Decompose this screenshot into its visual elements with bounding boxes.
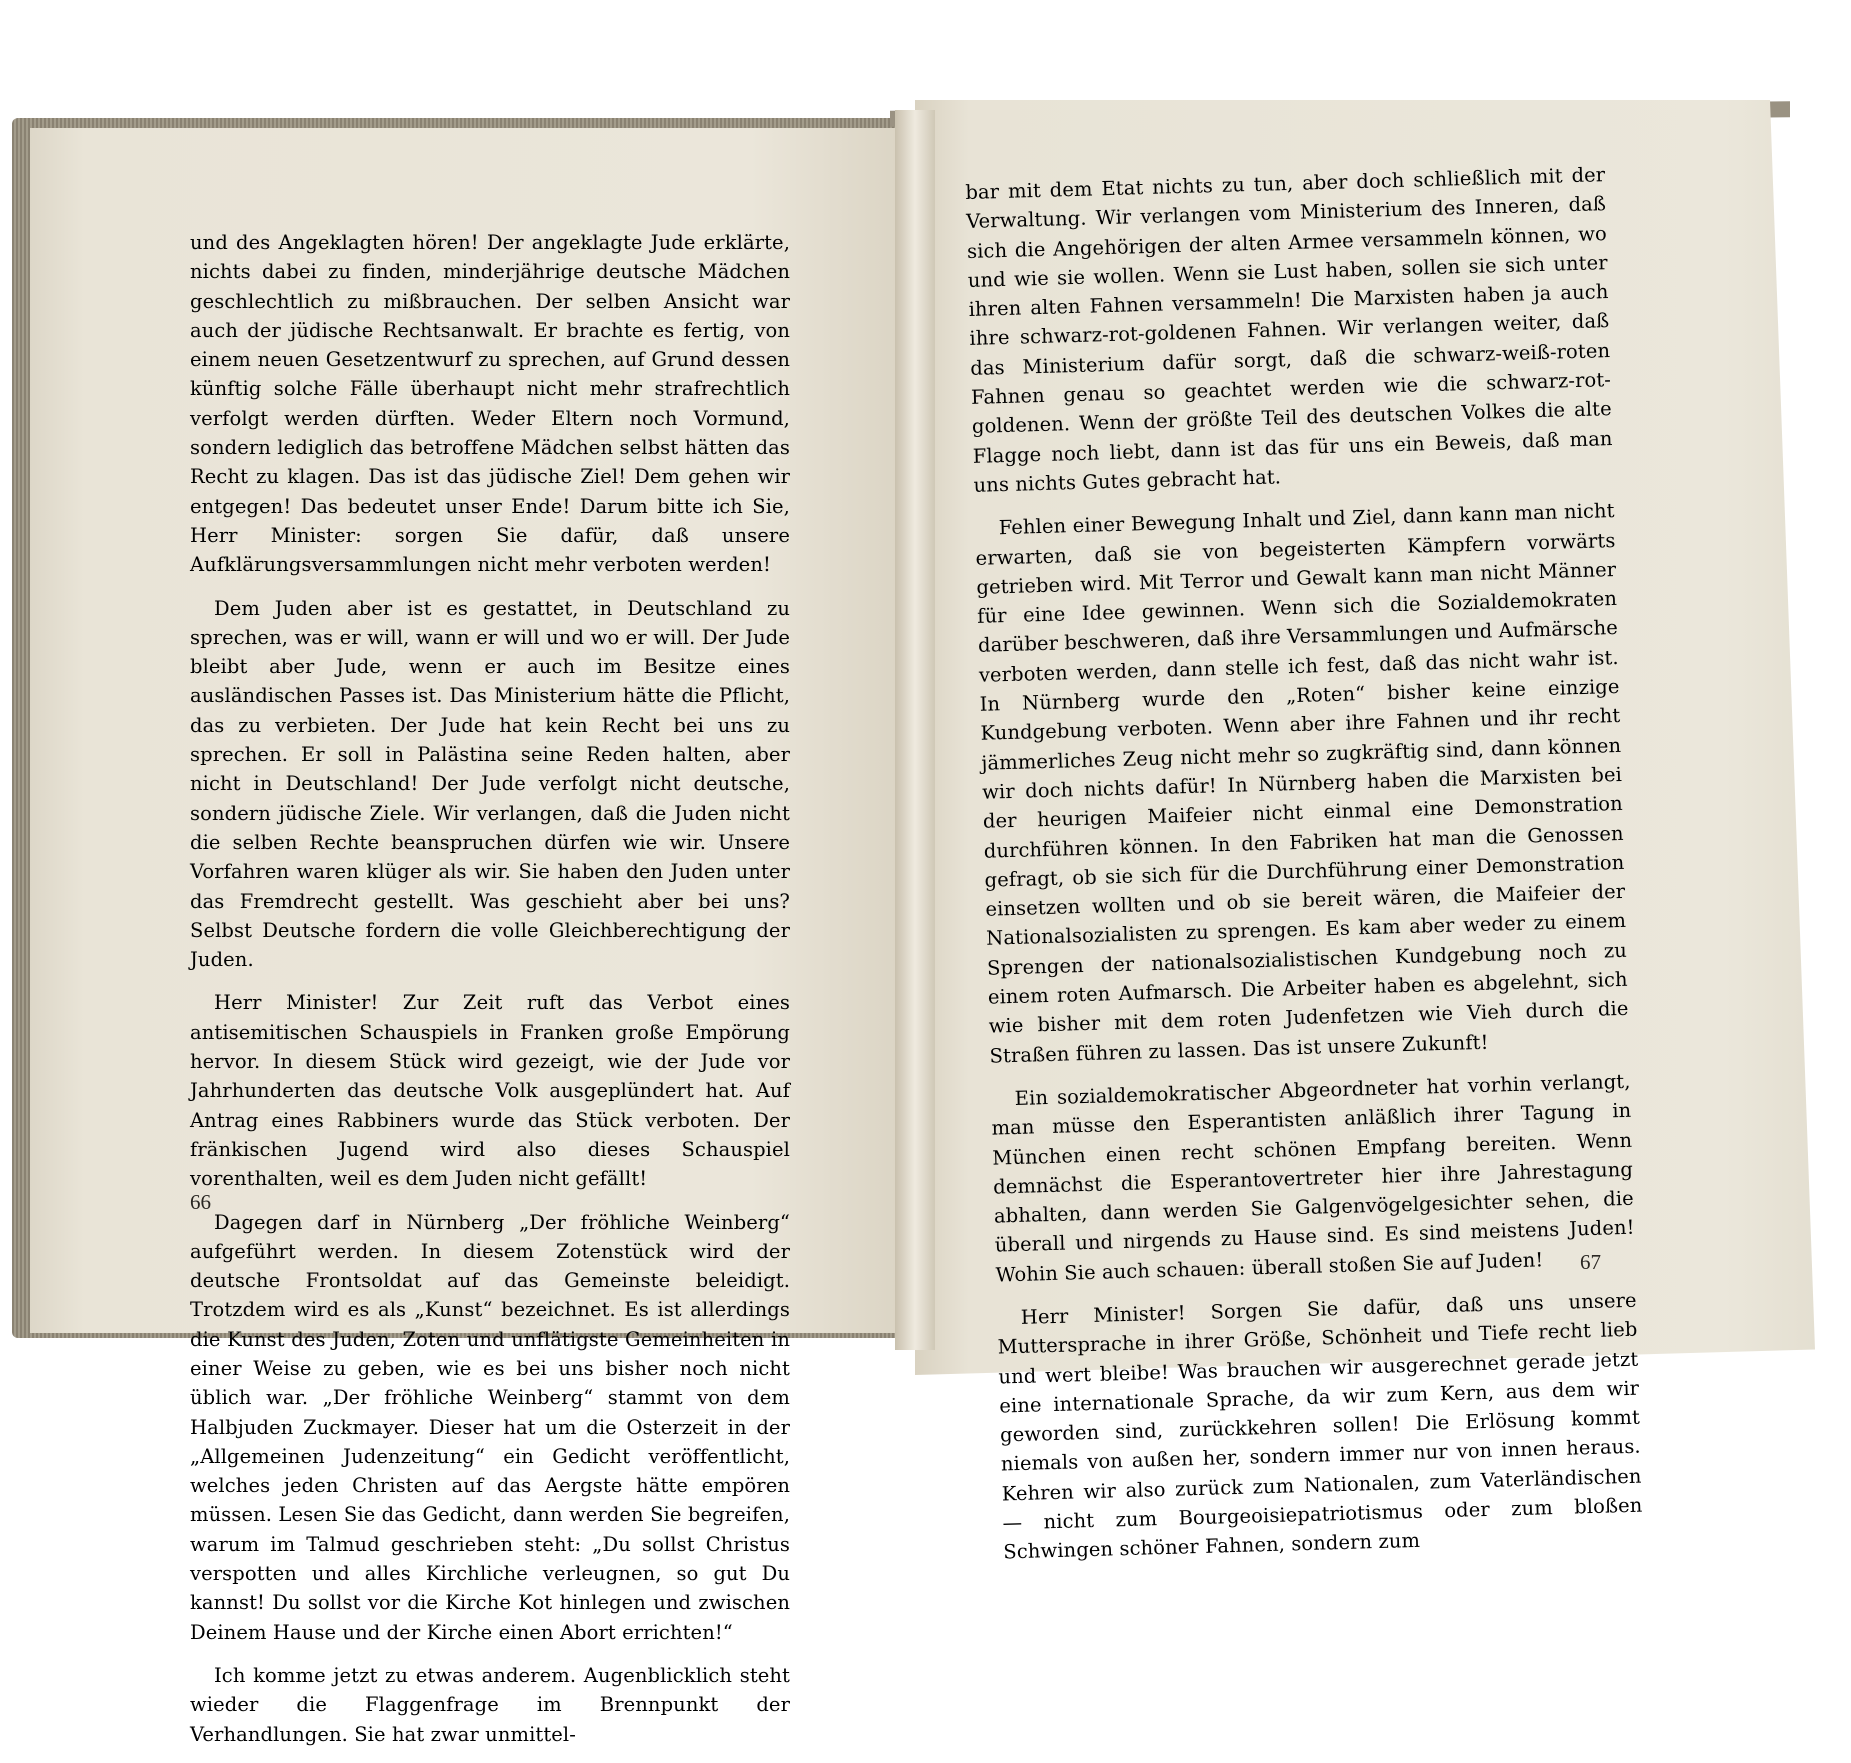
paragraph: bar mit dem Etat nichts zu tun, aber doch schließlich mit der Verwaltung. Wir verlangen vom Ministerium des Inneren, daß sich die Angehörigen der alten Armee versammeln können, wo und wie sie wollen. Wenn sie Lust haben, sollen sie sich unter ihren alten Fahnen versammeln! Die Marxisten haben ja auch ihre schwarz-rot-goldenen Fahnen. Wir verlangen weiter, daß das Ministerium dafür sorgt, daß die schwarz-weiß-roten Fahnen genau so geachtet werden wie die schwarz-rot-goldenen. Wenn der größte Teil des deutschen Volkes die alte Flagge noch liebt, dann ist das für uns ein Beweis, daß man uns nichts Gutes gebracht hat. xyxy=(965,163,1613,497)
paragraph: Dagegen darf in Nürnberg „Der fröhliche Weinberg“ aufgeführt werden. In diesem Zotenstück wird der deutsche Frontsoldat auf das Gemeinste beleidigt. Trotzdem wird es als „Kunst“ bezeichnet. Es ist allerdings die Kunst des Juden, Zoten und unflätigste Gemeinheiten in einer Weise zu geben, wie es bei uns bisher noch nicht üblich war. „Der fröhliche Weinberg“ stammt von dem Halbjuden Zuckmayer. Dieser hat um die Osterzeit in der „Allgemeinen Judenzeitung“ ein Gedicht veröffentlicht, welches jeden Christen auf das Aergste hätte empören müssen. Lesen Sie das Gedicht, dann werden Sie begreifen, warum im Talmud geschrieben steht: „Du sollst Christus verspotten und alles Kirchliche verleugnen, so gut Du kannst! Du sollst vor die Kirche Kot hinlegen und zwischen Deinem Hause und der Kirche einen Abort errichten!“ xyxy=(190,1210,790,1644)
paragraph: Herr Minister! Sorgen Sie dafür, daß uns unsere Muttersprache in ihrer Größe, Schönheit und Tiefe recht lieb und wert bleibe! Was brauchen wir ausgerechnet gerade jetzt eine internationale Sprache, da wir zum Kern, aus dem wir geworden sind, zurückkehren sollen! Die Erlösung kommt niemals von außen her, sondern immer nur von innen heraus. Kehren wir also zurück zum Nationalen, zum Vaterländischen — nicht zum Bourgeoisiepatriotismus oder zum bloßen Schwingen schöner Fahnen, sondern zum xyxy=(997,1288,1643,1564)
paragraph: Herr Minister! Zur Zeit ruft das Verbot eines antisemitischen Schauspiels in Franken große Empörung hervor. In diesem Stück wird gezeigt, wie der Jude vor Jahrhunderten das deutsche Volk ausgeplündert hat. Auf Antrag eines Rabbiners wurde das Stück verboten. Der fränkischen Jugend wird also dieses Schauspiel vorenthalten, weil es dem Juden nicht gefällt! xyxy=(190,991,790,1191)
book-gutter xyxy=(895,110,935,1350)
page-number-left: 66 xyxy=(190,1190,211,1214)
left-page-text xyxy=(190,228,790,1763)
paragraph: Dem Juden aber ist es gestattet, in Deutschland zu sprechen, was er will, wann er will und wo er will. Der Jude bleibt aber Jude, wenn er auch im Besitze eines ausländischen Passes ist. Das Ministerium hätte die Pflicht, das zu verbieten. Der Jude hat kein Recht bei uns zu sprechen. Er soll in Palästina seine Reden halten, aber nicht in Deutschland! Der Jude verfolgt nicht deutsche, sondern jüdische Ziele. Wir verlangen, daß die Juden nicht die selben Rechte beanspruchen dürfen wie wir. Unsere Vorfahren waren klüger als wir. Sie haben den Juden unter das Fremdrecht gestellt. Was geschieht aber bei uns? Selbst Deutsche fordern die volle Gleichberechtigung der Juden. xyxy=(190,596,790,972)
right-page-text xyxy=(965,160,1644,1581)
paragraph: Ich komme jetzt zu etwas anderem. Augenblicklich steht wieder die Flaggenfrage im Brennpunkt der Verhandlungen. Sie hat zwar unmittel- xyxy=(190,1663,790,1746)
paragraph: Fehlen einer Bewegung Inhalt und Ziel, dann kann man nicht erwarten, daß sie von begeisterten Kämpfern vorwärts getrieben wird. Mit Terror und Gewalt kann man nicht Männer für eine Idee gewinnen. Wenn sich die Sozialdemokraten darüber beschweren, daß ihre Versammlungen und Aufmärsche verboten werden, dann stelle ich fest, daß das nicht wahr ist. In Nürnberg wurde den „Roten“ bisher keine einzige Kundgebung verboten. Wenn aber ihre Fahnen und ihr recht jämmerliches Zeug nicht mehr so zugkräftig sind, dann können wir doch nichts dafür! In Nürnberg haben die Marxisten bei der heurigen Maifeier nicht einmal eine Demonstration durchführen können. In den Fabriken hat man die Genossen gefragt, ob sie sich für die Durchführung einer Demonstration einsetzen wollten und ob sie bereit wären, die Maifeier der Nationalsozialisten zu sprengen. Es kam aber weder zu einem Sprengen der nationalsozialistischen Kundgebung noch zu einem roten Aufmarsch. Die Arbeiter haben es abgelehnt, sich wie bisher mit dem roten Judenfetzen wie Vieh durch die Straßen führen zu lassen. Das ist unsere Zukunft! xyxy=(975,499,1629,1068)
paragraph: und des Angeklagten hören! Der angeklagte Jude erklärte, nichts dabei zu finden, minderjährige deutsche Mädchen geschlechtlich zu mißbrauchen. Der selben Ansicht war auch der jüdische Rechtsanwalt. Er brachte es fertig, von einem neuen Gesetzentwurf zu sprechen, auf Grund dessen künftig solche Fälle überhaupt nicht mehr strafrechtlich verfolgt werden dürften. Weder Eltern noch Vormund, sondern lediglich das betroffene Mädchen selbst hätten das Recht zu klagen. Das ist das jüdische Ziel! Dem gehen wir entgegen! Das bedeutet unser Ende! Darum bitte ich Sie, Herr Minister: sorgen Sie dafür, daß unsere Aufklärungsversammlungen nicht mehr verboten werden! xyxy=(190,231,790,577)
page-number-right: 67 xyxy=(1580,1250,1601,1274)
paragraph: Ein sozialdemokratischer Abgeordneter hat vorhin verlangt, man müsse den Esperantisten anläßlich ihrer Tagung in München einen recht schönen Empfang bereiten. Wenn demnächst die Esperantovertreter hier ihre Jahrestagung abhalten, dann werden Sie Galgenvögelgesichter sehen, die überall und nirgends zu Hause sind. Es sind meistens Juden! Wohin Sie auch schauen: überall stoßen Sie auf Juden! xyxy=(991,1069,1635,1287)
